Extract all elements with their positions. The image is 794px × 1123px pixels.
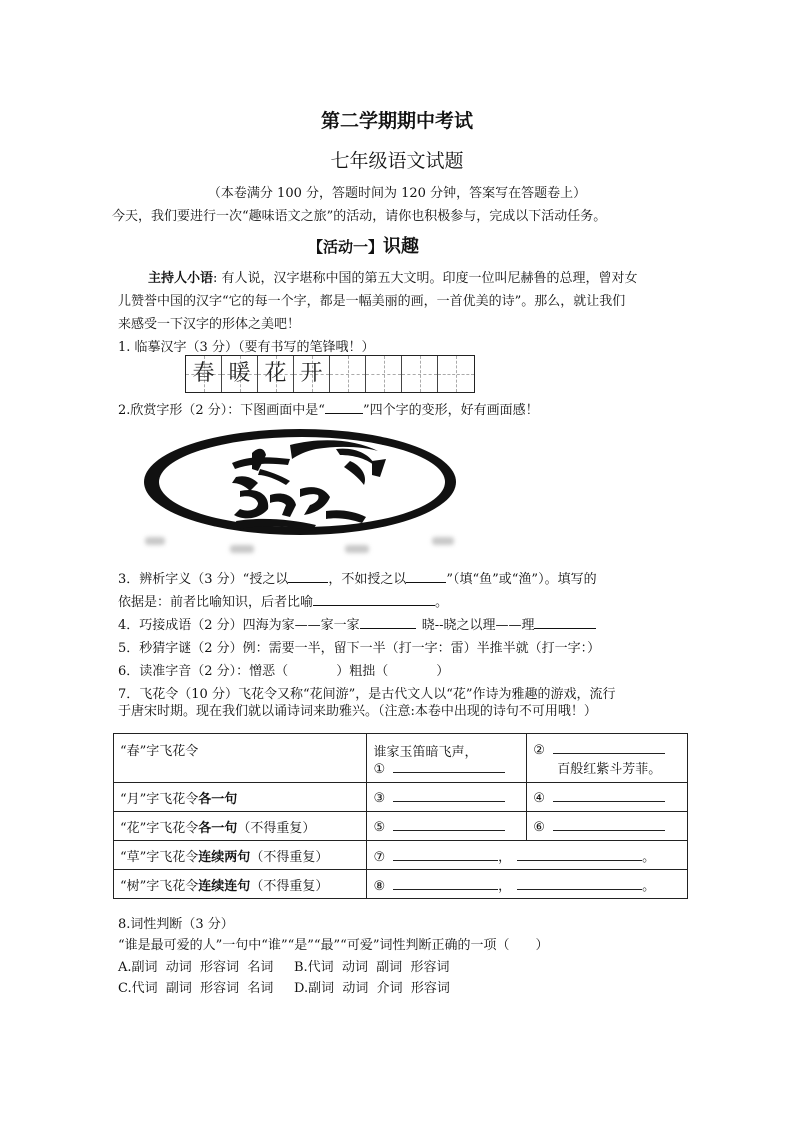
grid-char: 开 bbox=[300, 361, 323, 386]
tree-note: （不得重复） bbox=[250, 878, 329, 894]
q3-text-e: 。 bbox=[435, 595, 449, 610]
circle-5: ⑤ bbox=[373, 819, 386, 835]
question-7-line2: 于唐宋时期。现在我们就以诵诗词来助雅兴。（注意:本卷中出现的诗句不可用哦！） bbox=[118, 704, 597, 719]
grid-cell[interactable] bbox=[330, 356, 366, 392]
moon-bold: 各一句 bbox=[198, 791, 238, 807]
circle-3: ③ bbox=[373, 790, 386, 806]
flower-bold: 各一句 bbox=[198, 820, 238, 836]
poem-table bbox=[113, 733, 688, 899]
grass-text: “草”字飞花令 bbox=[120, 849, 199, 865]
q6-text-b: ）粗拙（ bbox=[336, 664, 389, 679]
grid-cell[interactable] bbox=[366, 356, 402, 392]
option-c[interactable]: C.代词 副词 形容词 名词 bbox=[118, 981, 274, 996]
table-row bbox=[114, 734, 688, 783]
tree-bold: 连续连句 bbox=[198, 878, 251, 894]
grid-cell[interactable] bbox=[222, 356, 258, 392]
circle-4: ④ bbox=[533, 790, 545, 806]
spring-cell-1 bbox=[367, 734, 527, 783]
question-4 bbox=[118, 614, 596, 633]
host-text1: : 有人说，汉字堪称中国的第五大文明。印度一位叫尼赫鲁的总理，曾对女 bbox=[213, 271, 638, 286]
circle-1: ① bbox=[373, 762, 386, 777]
q3-blank2[interactable] bbox=[406, 570, 446, 583]
question-7-line1: 7．飞花令（10 分）飞花令又称“花间游”，是古代文人以“花”作诗为雅趣的游戏，流行 bbox=[118, 687, 616, 702]
grid-cell[interactable] bbox=[438, 356, 474, 392]
answer-blank-1[interactable] bbox=[393, 760, 505, 773]
flower-note: （不得重复） bbox=[237, 820, 316, 836]
question-3-line2 bbox=[118, 591, 448, 610]
q6-text-c: ） bbox=[436, 664, 450, 679]
circle-7: ⑦ bbox=[373, 849, 386, 865]
q3-text-d: 依据是：前者比喻知识，后者比喻 bbox=[118, 595, 314, 610]
q2-prefix: 2.欣赏字形（2 分）：下图画面中是“ bbox=[118, 403, 325, 418]
flower-label bbox=[114, 812, 367, 841]
table-row bbox=[114, 870, 688, 899]
grid-char: 花 bbox=[264, 361, 287, 386]
spring-poem2: 百般红紫斗芳菲。 bbox=[557, 762, 662, 777]
question-6 bbox=[118, 660, 449, 679]
grid-char: 暖 bbox=[228, 361, 251, 386]
question-5: 5．秒猜字谜（2 分）例：需要一半，留下一半（打一字：雷）半推半就（打一字：） bbox=[118, 641, 601, 656]
moon-cell-2 bbox=[527, 783, 688, 812]
circle-8: ⑧ bbox=[373, 878, 386, 894]
moon-cell-1 bbox=[367, 783, 527, 812]
tree-cell bbox=[367, 870, 688, 899]
grid-char: 春 bbox=[192, 361, 215, 386]
spring-label: “春”字飞花令 bbox=[114, 734, 367, 783]
q6-text-a: 6．读准字音（2 分）：憎恶（ bbox=[118, 664, 289, 679]
q4-blank1[interactable] bbox=[360, 616, 416, 629]
intro-text: 今天，我们要进行一次“趣味语文之旅”的活动，请你也积极参与，完成以下活动任务。 bbox=[112, 209, 607, 224]
blurred-caption bbox=[230, 545, 254, 553]
flower-cell-2 bbox=[527, 812, 688, 841]
host-label: 主持人小语 bbox=[148, 271, 214, 286]
moon-text: “月”字飞花令 bbox=[120, 791, 199, 807]
question-2 bbox=[118, 399, 539, 418]
circle-6: ⑥ bbox=[533, 819, 545, 835]
option-b[interactable]: B.代词 动词 副词 形容词 bbox=[294, 960, 450, 975]
grid-cell[interactable] bbox=[186, 356, 222, 392]
flower-text: “花”字飞花令 bbox=[120, 820, 199, 836]
host-line1 bbox=[148, 267, 638, 286]
tree-label bbox=[114, 870, 367, 899]
circle-2: ② bbox=[533, 743, 545, 758]
q3-blank1[interactable] bbox=[288, 570, 328, 583]
q2-suffix: ”四个字的变形，好有画面感！ bbox=[362, 403, 539, 418]
blurred-caption bbox=[145, 537, 165, 545]
copybook-grid[interactable] bbox=[185, 355, 475, 393]
answer-blank-8b[interactable] bbox=[517, 877, 642, 890]
spring-cell-2 bbox=[527, 734, 688, 783]
option-d[interactable]: D.副词 动词 介词 形容词 bbox=[294, 981, 450, 996]
option-a[interactable]: A.副词 动词 形容词 名词 bbox=[118, 960, 274, 975]
period: 。 bbox=[642, 849, 656, 865]
q3-text-a: 3．辨析字义（3 分）“授之以 bbox=[118, 572, 289, 587]
host-line3: 来感受一下汉字的形体之美吧！ bbox=[118, 317, 301, 332]
q4-blank2[interactable] bbox=[534, 616, 596, 629]
exam-title: 第二学期期中考试 bbox=[320, 110, 473, 132]
table-row bbox=[114, 783, 688, 812]
answer-blank-3[interactable] bbox=[393, 789, 505, 802]
blurred-caption bbox=[432, 537, 454, 545]
q3-blank3[interactable] bbox=[313, 593, 435, 606]
moon-label bbox=[114, 783, 367, 812]
q2-blank[interactable] bbox=[325, 401, 363, 414]
grass-cell bbox=[367, 841, 688, 870]
blurred-caption bbox=[345, 545, 369, 553]
activity1-heading bbox=[308, 232, 419, 258]
spring-poem1: 谁家玉笛暗飞声， bbox=[373, 745, 478, 760]
question-3-line1 bbox=[118, 568, 597, 587]
answer-blank-7a[interactable] bbox=[393, 848, 498, 861]
host-line2: 儿赞誉中国的汉字“它的每一个字，都是一幅美丽的画，一首优美的诗”。那么，就让我们 bbox=[118, 294, 626, 309]
flower-cell-1 bbox=[367, 812, 527, 841]
q3-text-b: ，不如授之以 bbox=[328, 572, 407, 587]
q3-text-c: ”（填“鱼”或“渔”）。填写的 bbox=[446, 572, 597, 587]
answer-blank-2[interactable] bbox=[553, 741, 665, 754]
q4-text-b: 晓--晓之以理——理 bbox=[421, 618, 535, 633]
answer-blank-5[interactable] bbox=[393, 818, 505, 831]
grass-note: （不得重复） bbox=[250, 849, 329, 865]
exam-subtitle: 七年级语文试题 bbox=[330, 150, 464, 172]
answer-blank-7b[interactable] bbox=[517, 848, 642, 861]
activity1-name: 识趣 bbox=[383, 236, 420, 257]
comma: ， bbox=[498, 878, 512, 894]
grid-cell[interactable] bbox=[402, 356, 438, 392]
question-8-text: “谁是最可爱的人”一句中“谁”“是”“最”“可爱”词性判断正确的一项（ ） bbox=[118, 938, 549, 953]
exam-note: （本卷满分 100 分，答题时间为 120 分钟，答案写在答题卷上） bbox=[207, 186, 587, 201]
table-row bbox=[114, 812, 688, 841]
grid-cell[interactable] bbox=[294, 356, 330, 392]
q4-text-a: 4．巧接成语（2 分）四海为家——家一家 bbox=[118, 618, 360, 633]
question-8-title: 8.词性判断（3 分） bbox=[118, 917, 234, 932]
answer-blank-8a[interactable] bbox=[393, 877, 498, 890]
question-1: 1. 临摹汉字（3 分）（要有书写的笔锋哦！） bbox=[118, 340, 375, 355]
grid-cell[interactable] bbox=[258, 356, 294, 392]
grass-label bbox=[114, 841, 367, 870]
calligraphy-image bbox=[140, 425, 462, 543]
tree-text: “树”字飞花令 bbox=[120, 878, 199, 894]
period: 。 bbox=[642, 878, 656, 894]
comma: ， bbox=[498, 849, 512, 865]
answer-blank-4[interactable] bbox=[553, 789, 665, 802]
answer-blank-6[interactable] bbox=[553, 818, 665, 831]
table-row bbox=[114, 841, 688, 870]
activity1-bracket: 【活动一】 bbox=[308, 238, 384, 256]
grass-bold: 连续两句 bbox=[198, 849, 251, 865]
